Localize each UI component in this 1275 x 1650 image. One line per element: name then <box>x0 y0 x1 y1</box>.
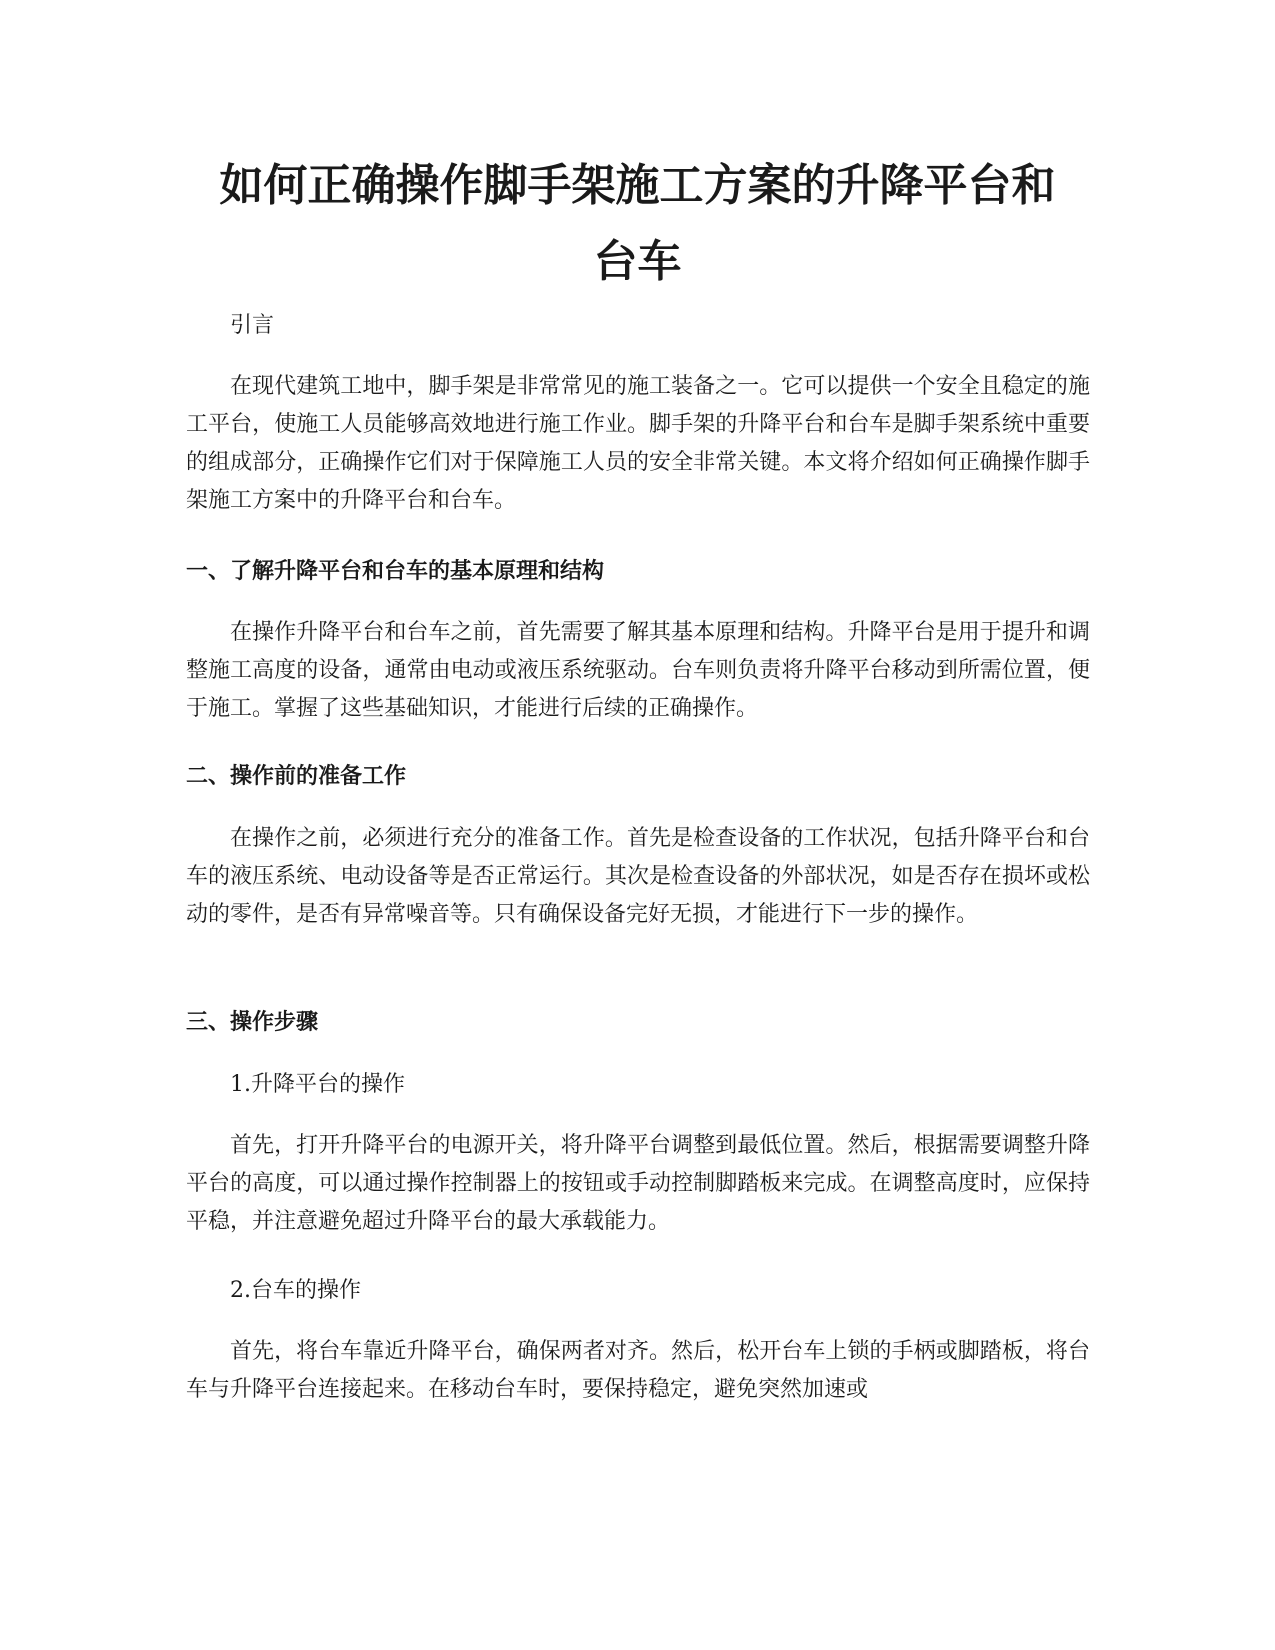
section-2-paragraph: 在操作之前，必须进行充分的准备工作。首先是检查设备的工作状况，包括升降平台和台车的液压系统、电动设备等是否正常运行。其次是检查设备的外部状况，如是否存在损坏或松动的零件，是否有异常噪音等。只有确保设备完好无损，才能进行下一步的操作。 <box>186 826 1090 927</box>
section-1-heading: 一、了解升降平台和台车的基本原理和结构 <box>186 559 605 584</box>
intro-paragraph: 在现代建筑工地中，脚手架是非常常见的施工装备之一。它可以提供一个安全且稳定的施工平台，使施工人员能够高效地进行施工作业。脚手架的升降平台和台车是脚手架系统中重要的组成部分，正确操作它们对于保障施工人员的安全非常关键。本文将介绍如何正确操作脚手架施工方案中的升降平台和台车。 <box>186 374 1090 513</box>
section-3-item-2-label: 2.台车的操作 <box>230 1278 361 1303</box>
section-3-item-1-paragraph: 首先，打开升降平台的电源开关，将升降平台调整到最低位置。然后，根据需要调整升降平台的高度，可以通过操作控制器上的按钮或手动控制脚踏板来完成。在调整高度时，应保持平稳，并注意避免超过升降平台的最大承载能力。 <box>186 1133 1090 1234</box>
section-3-item-2-paragraph: 首先，将台车靠近升降平台，确保两者对齐。然后，松开台车上锁的手柄或脚踏板，将台车与升降平台连接起来。在移动台车时，要保持稳定，避免突然加速或 <box>186 1339 1090 1402</box>
section-2-heading: 二、操作前的准备工作 <box>186 764 407 789</box>
document-title <box>170 148 1105 300</box>
title-line-2: 台车 <box>593 236 682 287</box>
section-3-item-1-label: 1.升降平台的操作 <box>230 1072 405 1097</box>
title-line-1: 如何正确操作脚手架施工方案的升降平台和 <box>219 160 1056 211</box>
section-1-paragraph: 在操作升降平台和台车之前，首先需要了解其基本原理和结构。升降平台是用于提升和调整施工高度的设备，通常由电动或液压系统驱动。台车则负责将升降平台移动到所需位置，便于施工。掌握了这些基础知识，才能进行后续的正确操作。 <box>186 620 1090 721</box>
intro-label: 引言 <box>230 313 275 338</box>
section-3-heading: 三、操作步骤 <box>186 1010 319 1035</box>
